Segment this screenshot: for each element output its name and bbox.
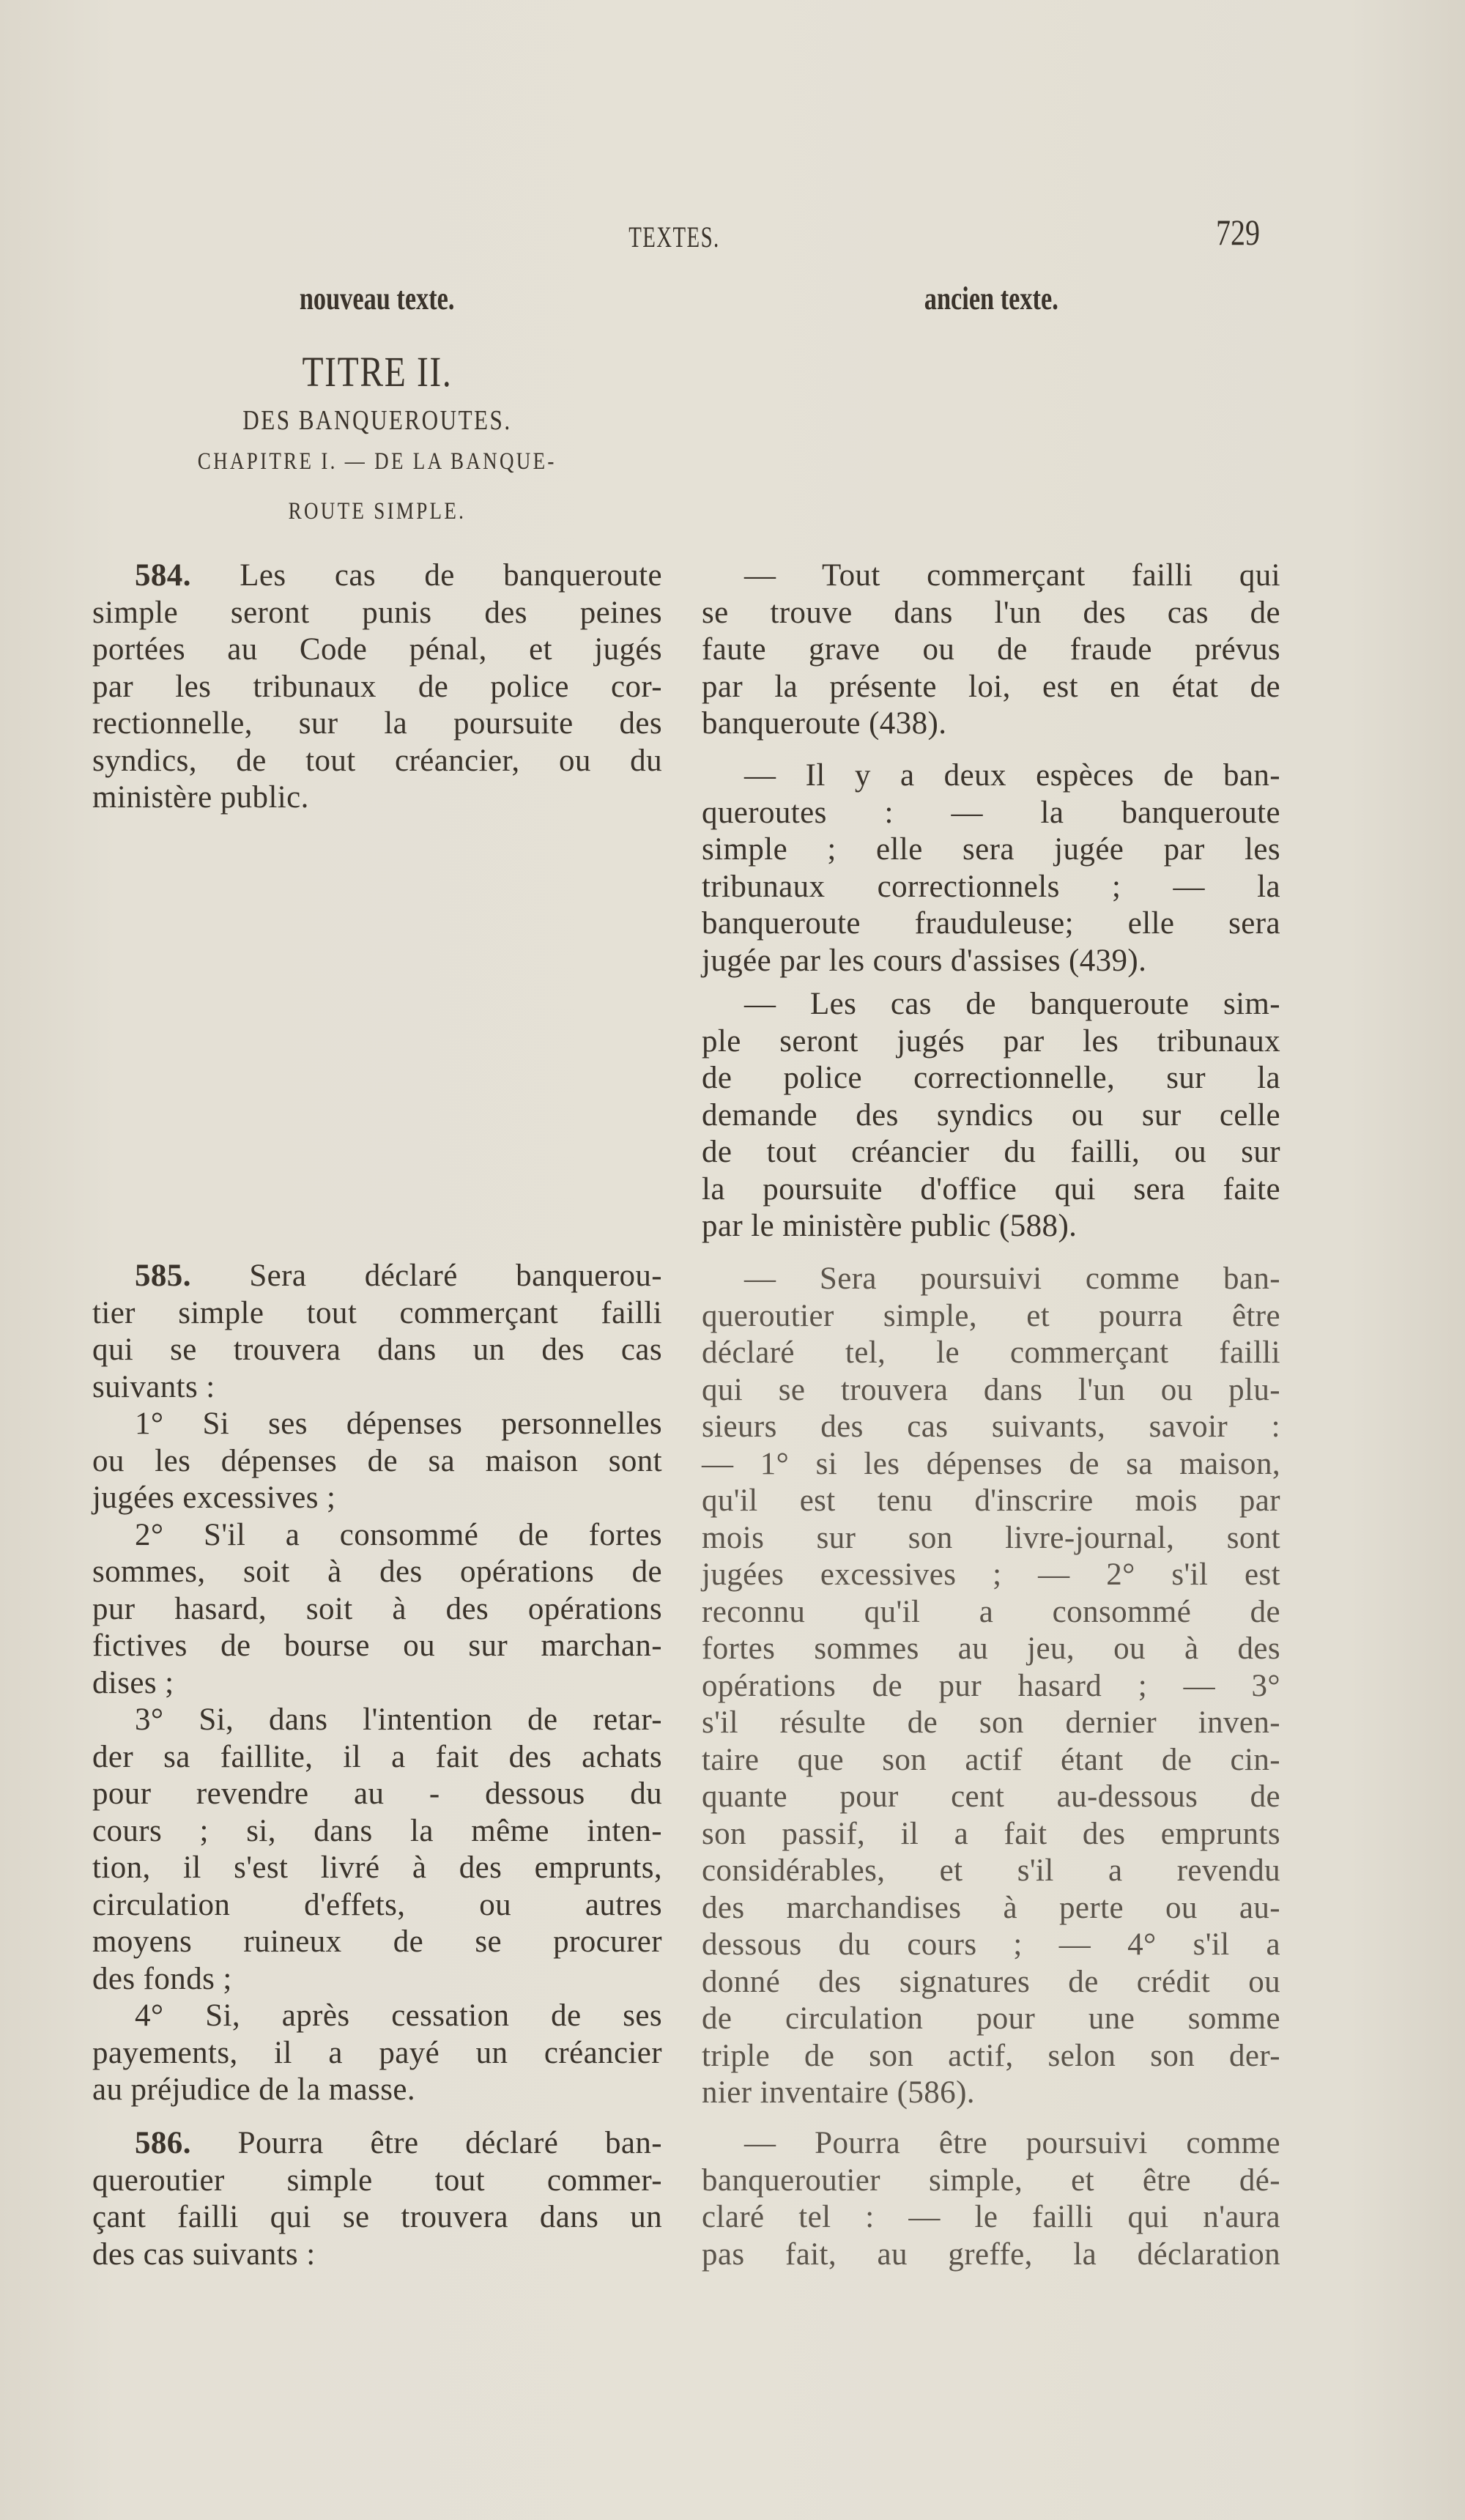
old-text-paragraph (702, 1261, 1280, 2112)
text-line (92, 779, 662, 817)
text-line (702, 986, 1280, 1023)
line-text: de police correctionnelle, sur la (702, 1061, 1280, 1095)
text-line (702, 795, 1280, 832)
line-text: fictives de bourse ou sur marchan- (92, 1628, 662, 1663)
article-number: 586. (135, 2126, 191, 2160)
text-line (702, 705, 1280, 743)
text-block (92, 2125, 662, 2273)
text-line (702, 2075, 1280, 2112)
line-text: des fonds ; (92, 1961, 232, 1996)
line-text: ministère public. (92, 780, 309, 815)
text-line (92, 1739, 662, 1776)
line-text: banqueroutier simple, et être dé- (702, 2163, 1280, 2198)
line-text: par les tribunaux de police cor- (92, 669, 662, 704)
text-line (92, 669, 662, 706)
text-block (92, 1258, 662, 1406)
title-subheading: DES BANQUEROUTES. (242, 405, 512, 436)
text-line (702, 631, 1280, 669)
text-line (92, 1776, 662, 1813)
line-text: 3° Si, dans l'intention de retar- (135, 1702, 662, 1737)
text-block (702, 557, 1280, 743)
text-block (702, 757, 1280, 979)
line-text: pour revendre au - dessous du (92, 1776, 662, 1811)
line-text: sieurs des cas suivants, savoir : (702, 1409, 1280, 1444)
text-line (92, 1924, 662, 1961)
text-line (702, 1631, 1280, 1668)
text-line (702, 1890, 1280, 1927)
old-text-paragraph (702, 757, 1280, 979)
text-line (92, 1887, 662, 1924)
line-text: — 1° si les dépenses de sa maison, (702, 1446, 1280, 1481)
text-line (92, 1258, 662, 1295)
article-584 (92, 557, 662, 817)
line-text: sommes, soit à des opérations de (92, 1554, 662, 1589)
text-line (702, 1668, 1280, 1705)
text-line (702, 1134, 1280, 1171)
line-text: suivants : (92, 1369, 215, 1404)
text-line (92, 1295, 662, 1333)
line-text: de circulation pour une somme (702, 2001, 1280, 2036)
text-line (702, 1779, 1280, 1816)
running-head: TEXTES. (628, 220, 720, 253)
text-line (92, 557, 662, 595)
text-line (92, 1702, 662, 1739)
line-text: dises ; (92, 1665, 174, 1700)
line-text: banqueroute frauduleuse; elle sera (702, 906, 1280, 941)
line-text: quante pour cent au-dessous de (702, 1779, 1280, 1814)
line-text: qui se trouvera dans l'un ou plu- (702, 1372, 1280, 1407)
article-number: 584. (135, 558, 191, 593)
line-text: simple seront punis des peines (92, 595, 662, 630)
line-text: tribunaux correctionnels ; — la (702, 869, 1280, 904)
text-line (702, 2163, 1280, 2200)
line-text: au préjudice de la masse. (92, 2072, 416, 2107)
line-text: la poursuite d'office qui sera faite (702, 1171, 1280, 1207)
line-text: déclaré tel, le commerçant failli (702, 1335, 1280, 1370)
line-text: demande des syndics ou sur celle (702, 1097, 1280, 1133)
text-line (92, 2125, 662, 2163)
old-text-paragraph (702, 557, 1280, 743)
text-line (702, 2236, 1280, 2274)
line-text: son passif, il a fait des emprunts (702, 1816, 1280, 1851)
line-text: jugées excessives ; (92, 1480, 336, 1515)
text-line (92, 2072, 662, 2109)
line-text: çant failli qui se trouvera dans un (92, 2200, 662, 2234)
text-block (702, 986, 1280, 1245)
article-number: 585. (135, 1259, 191, 1293)
text-line (702, 2199, 1280, 2236)
article-586 (92, 2125, 662, 2273)
text-line (92, 2035, 662, 2072)
title-heading: TITRE II. (302, 348, 453, 396)
line-text: fortes sommes au jeu, ou à des (702, 1631, 1280, 1666)
text-line (92, 1591, 662, 1628)
text-line (92, 631, 662, 669)
line-text: ple seront jugés par les tribunaux (702, 1023, 1280, 1059)
text-line (92, 1406, 662, 1443)
line-text: tier simple tout commerçant failli (92, 1295, 662, 1330)
line-text: des marchandises à perte ou au- (702, 1890, 1280, 1925)
text-line (92, 1813, 662, 1850)
line-text: s'il résulte de son dernier inven- (702, 1705, 1280, 1740)
text-line (702, 1372, 1280, 1409)
text-line (702, 1298, 1280, 1335)
text-block (702, 2125, 1280, 2273)
line-text: taire que son actif étant de cin- (702, 1742, 1280, 1777)
line-text: circulation d'effets, ou autres (92, 1887, 662, 1922)
text-block (92, 1517, 662, 1702)
text-line (92, 1332, 662, 1369)
text-line (702, 2001, 1280, 2038)
line-text: banqueroute (438). (702, 706, 947, 741)
text-line (92, 2163, 662, 2200)
line-text: queroutier simple tout commer- (92, 2163, 662, 2198)
text-line (92, 2199, 662, 2236)
line-text: faute grave ou de fraude prévus (702, 632, 1280, 667)
text-line (702, 1335, 1280, 1372)
line-text: des cas suivants : (92, 2236, 316, 2272)
text-line (702, 943, 1280, 980)
line-text: claré tel : — le failli qui n'aura (702, 2200, 1280, 2234)
text-line (702, 757, 1280, 795)
line-text: payements, il a payé un créancier (92, 2035, 662, 2070)
old-text-paragraph (702, 986, 1280, 1245)
text-line (702, 1853, 1280, 1890)
text-line (702, 1742, 1280, 1779)
text-line (92, 1480, 662, 1517)
line-text: par le ministère public (588). (702, 1209, 1078, 1243)
text-line (92, 1443, 662, 1480)
text-line (702, 2038, 1280, 2075)
line-text: qui se trouvera dans un des cas (92, 1333, 662, 1367)
text-line (702, 1816, 1280, 1853)
text-line (702, 1557, 1280, 1594)
text-line (702, 1705, 1280, 1742)
line-text: nier inventaire (586). (702, 2075, 975, 2110)
text-line (92, 1517, 662, 1554)
text-block (92, 1998, 662, 2109)
text-line (702, 1964, 1280, 2001)
text-line (702, 1060, 1280, 1097)
line-text: 2° S'il a consommé de fortes (135, 1517, 662, 1552)
line-text: rectionnelle, sur la poursuite des (92, 706, 662, 741)
text-block (92, 1702, 662, 1998)
text-line (92, 1628, 662, 1665)
line-text: moyens ruineux de se procurer (92, 1924, 662, 1959)
text-line (92, 743, 662, 780)
text-line (702, 869, 1280, 906)
line-text: opérations de pur hasard ; — 3° (702, 1668, 1280, 1703)
line-text: der sa faillite, il a fait des achats (92, 1739, 662, 1774)
text-line (92, 1998, 662, 2035)
text-line (92, 1961, 662, 1998)
text-line (702, 905, 1280, 943)
text-line (92, 1850, 662, 1887)
chapter-heading: CHAPITRE I. — DE LA BANQUE- (198, 448, 557, 475)
text-line (702, 1208, 1280, 1245)
line-text: queroutes : — la banqueroute (702, 795, 1280, 830)
line-text: Sera déclaré banquerou- (190, 1259, 662, 1293)
line-text: ou les dépenses de sa maison sont (92, 1443, 662, 1478)
line-text: Pourra être déclaré ban- (190, 2126, 662, 2160)
text-line (702, 1409, 1280, 1446)
line-text: mois sur son livre-journal, sont (702, 1520, 1280, 1555)
column-title-new-text: nouveau texte. (300, 281, 455, 316)
text-block (92, 557, 662, 817)
line-text: — Les cas de banqueroute sim- (744, 987, 1280, 1021)
text-line (92, 1554, 662, 1591)
line-text: — Sera poursuivi comme ban- (744, 1261, 1280, 1296)
text-line (702, 1927, 1280, 1964)
line-text: — Il y a deux espèces de ban- (744, 758, 1280, 793)
chapter-heading-continued: ROUTE SIMPLE. (288, 498, 467, 525)
article-585 (92, 1258, 662, 2109)
line-text: cours ; si, dans la même inten- (92, 1813, 662, 1848)
text-line (702, 831, 1280, 869)
text-line (702, 1023, 1280, 1061)
line-text: queroutier simple, et pourra être (702, 1298, 1280, 1333)
line-text: 4° Si, après cessation de ses (135, 1998, 662, 2033)
line-text: tion, il s'est livré à des emprunts, (92, 1850, 662, 1885)
line-text: donné des signatures de crédit ou (702, 1964, 1280, 1999)
text-line (702, 1594, 1280, 1631)
line-text: syndics, de tout créancier, ou du (92, 743, 662, 778)
text-line (92, 705, 662, 743)
line-text: de tout créancier du failli, ou sur (702, 1135, 1280, 1169)
line-text: qu'il est tenu d'inscrire mois par (702, 1483, 1280, 1518)
line-text: — Tout commerçant failli qui (744, 558, 1280, 593)
line-text: dessous du cours ; — 4° s'il a (702, 1927, 1280, 1962)
page-number: 729 (1216, 212, 1260, 253)
text-line (702, 1446, 1280, 1483)
line-text: jugées excessives ; — 2° s'il est (702, 1557, 1280, 1592)
text-line (702, 669, 1280, 706)
line-text: se trouve dans l'un des cas de (702, 595, 1280, 630)
text-line (92, 2236, 662, 2274)
text-line (92, 1665, 662, 1702)
line-text: Les cas de banqueroute (190, 558, 662, 593)
text-line (702, 1261, 1280, 1298)
text-line (92, 1369, 662, 1407)
line-text: par la présente loi, est en état de (702, 669, 1280, 704)
line-text: — Pourra être poursuivi comme (744, 2126, 1280, 2160)
column-title-old-text: ancien texte. (924, 281, 1058, 316)
line-text: jugée par les cours d'assises (439). (702, 943, 1147, 978)
text-block (702, 1261, 1280, 2112)
text-line (702, 2125, 1280, 2163)
text-line (702, 595, 1280, 632)
line-text: triple de son actif, selon son der- (702, 2038, 1280, 2073)
text-block (92, 1406, 662, 1517)
line-text: reconnu qu'il a consommé de (702, 1594, 1280, 1629)
old-text-paragraph (702, 2125, 1280, 2273)
line-text: pas fait, au greffe, la déclaration (702, 2236, 1280, 2272)
text-line (702, 1520, 1280, 1557)
line-text: simple ; elle sera jugée par les (702, 832, 1280, 867)
text-line (92, 595, 662, 632)
text-line (702, 557, 1280, 595)
line-text: pur hasard, soit à des opérations (92, 1591, 662, 1626)
text-line (702, 1483, 1280, 1520)
text-line (702, 1097, 1280, 1135)
text-line (702, 1171, 1280, 1209)
line-text: considérables, et s'il a revendu (702, 1853, 1280, 1888)
line-text: 1° Si ses dépenses personnelles (135, 1407, 662, 1441)
line-text: portées au Code pénal, et jugés (92, 632, 662, 667)
